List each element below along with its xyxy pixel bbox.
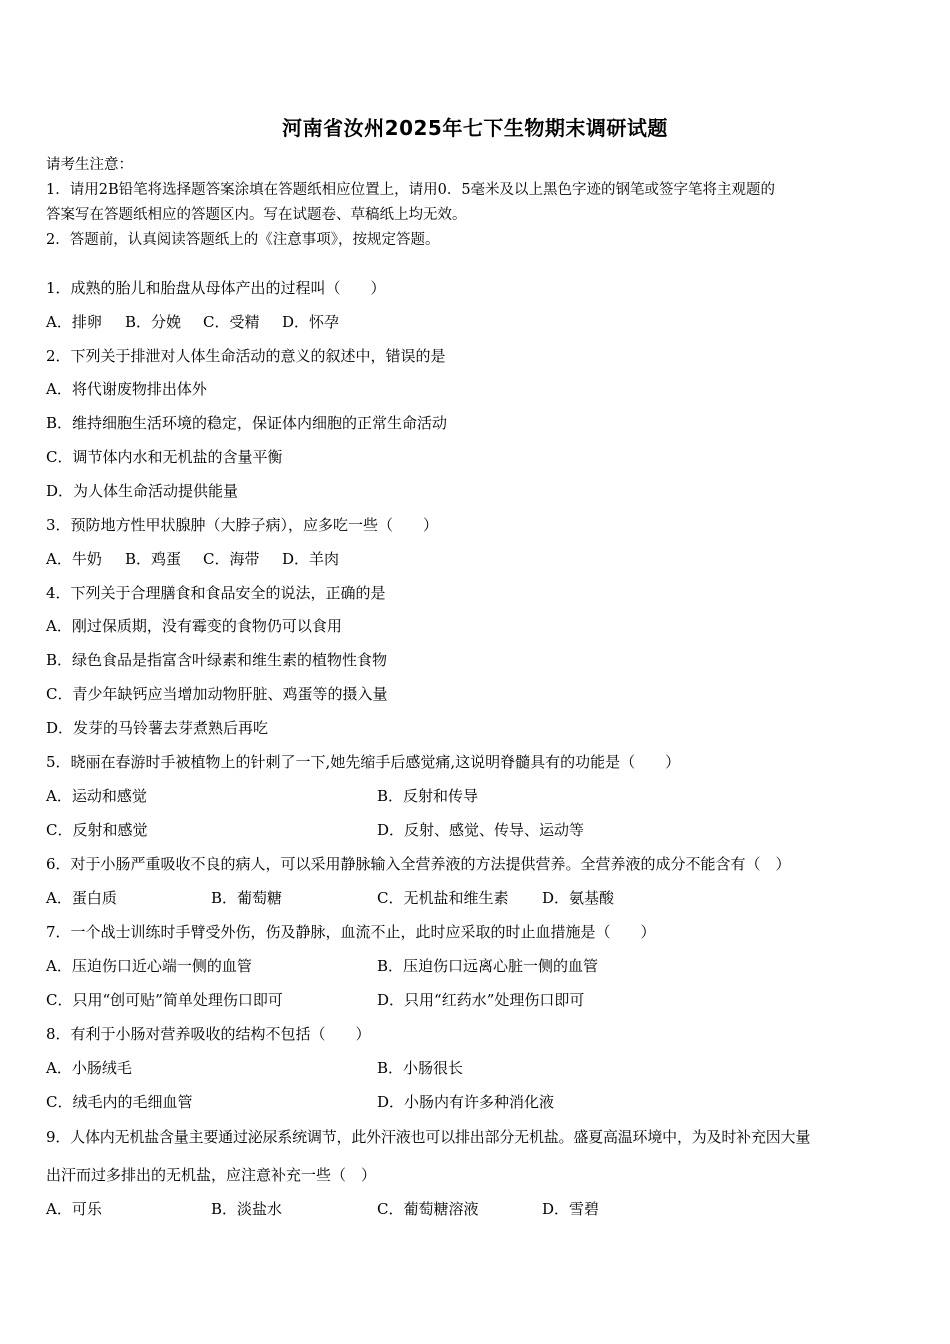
option-c: C．调节体内水和无机盐的含量平衡	[46, 448, 283, 466]
option-b: B．压迫伤口远离心脏一侧的血管	[377, 957, 599, 975]
option-c: C．只用“创可贴”简单处理伤口即可	[46, 991, 283, 1009]
option-a: A．蛋白质	[46, 889, 117, 907]
option-b: B．鸡蛋	[125, 550, 182, 568]
option-d: D．只用“红药水”处理伤口即可	[377, 991, 585, 1009]
option-d: D．反射、感觉、传导、运动等	[377, 821, 585, 839]
option-a: A．将代谢废物排出体外	[46, 380, 207, 398]
question-stem: 1．成熟的胎儿和胎盘从母体产出的过程叫（ ）	[46, 279, 386, 297]
notice-heading: 请考生注意：	[46, 157, 133, 173]
option-b: B．维持细胞生活环境的稳定，保证体内细胞的正常生命活动	[46, 414, 448, 432]
option-d: D．怀孕	[282, 313, 340, 331]
option-d: D．雪碧	[542, 1200, 600, 1218]
option-c: C．受精	[203, 313, 260, 331]
option-b: B．分娩	[125, 313, 182, 331]
question-stem: 6．对于小肠严重吸收不良的病人，可以采用静脉输入全营养液的方法提供营养。全营养液的成分不能含有（ ）	[46, 855, 791, 873]
question-stem: 4．下列关于合理膳食和食品安全的说法，正确的是	[46, 584, 386, 602]
option-d: D．羊肉	[282, 550, 340, 568]
notice-line: 答案写在答题纸相应的答题区内。写在试题卷、草稿纸上均无效。	[46, 207, 467, 223]
option-a: A．运动和感觉	[46, 787, 147, 805]
notice-line: 1．请用2B铅笔将选择题答案涂填在答题纸相应位置上，请用0．5毫米及以上黑色字迹的钢笔或签字笔将主观题的	[46, 182, 776, 198]
option-a: A．排卵	[46, 313, 102, 331]
option-b: B．小肠很长	[377, 1059, 464, 1077]
option-c: C．青少年缺钙应当增加动物肝脏、鸡蛋等的摄入量	[46, 685, 388, 703]
option-d: D．为人体生命活动提供能量	[46, 482, 239, 500]
option-c: C．反射和感觉	[46, 821, 148, 839]
option-a: A．牛奶	[46, 550, 102, 568]
question-stem: 2．下列关于排泄对人体生命活动的意义的叙述中，错误的是	[46, 347, 446, 365]
option-a: A．刚过保质期，没有霉变的食物仍可以食用	[46, 617, 342, 635]
option-c: C．葡萄糖溶液	[377, 1200, 479, 1218]
page-title: 河南省汝州2025年七下生物期末调研试题	[282, 116, 668, 140]
option-b: B．绿色食品是指富含叶绿素和维生素的植物性食物	[46, 651, 388, 669]
option-c: C．海带	[203, 550, 260, 568]
question-stem: 8．有利于小肠对营养吸收的结构不包括（ ）	[46, 1025, 371, 1043]
option-a: A．小肠绒毛	[46, 1059, 132, 1077]
option-d: D．小肠内有许多种消化液	[377, 1093, 555, 1111]
option-a: A．可乐	[46, 1200, 102, 1218]
option-d: D．发芽的马铃薯去芽煮熟后再吃	[46, 719, 269, 737]
question-stem-continued: 出汗而过多排出的无机盐，应注意补充一些（ ）	[46, 1166, 377, 1184]
option-c: C．绒毛内的毛细血管	[46, 1093, 193, 1111]
option-b: B．反射和传导	[377, 787, 479, 805]
option-a: A．压迫伤口近心端一侧的血管	[46, 957, 252, 975]
option-b: B．淡盐水	[211, 1200, 283, 1218]
question-stem: 9．人体内无机盐含量主要通过泌尿系统调节，此外汗液也可以排出部分无机盐。盛夏高温环境中，为及时补充因大量	[46, 1128, 811, 1146]
question-stem: 7．一个战士训练时手臂受外伤，伤及静脉，血流不止，此时应采取的时止血措施是（ ）	[46, 923, 656, 941]
option-b: B．葡萄糖	[211, 889, 283, 907]
question-stem: 3．预防地方性甲状腺肿（大脖子病），应多吃一些（ ）	[46, 516, 439, 534]
question-stem: 5．晓丽在春游时手被植物上的针刺了一下,她先缩手后感觉痛,这说明脊髓具有的功能是（ ）	[46, 753, 681, 771]
option-d: D．氨基酸	[542, 889, 615, 907]
notice-line: 2．答题前，认真阅读答题纸上的《注意事项》，按规定答题。	[46, 232, 440, 248]
option-c: C．无机盐和维生素	[377, 889, 509, 907]
